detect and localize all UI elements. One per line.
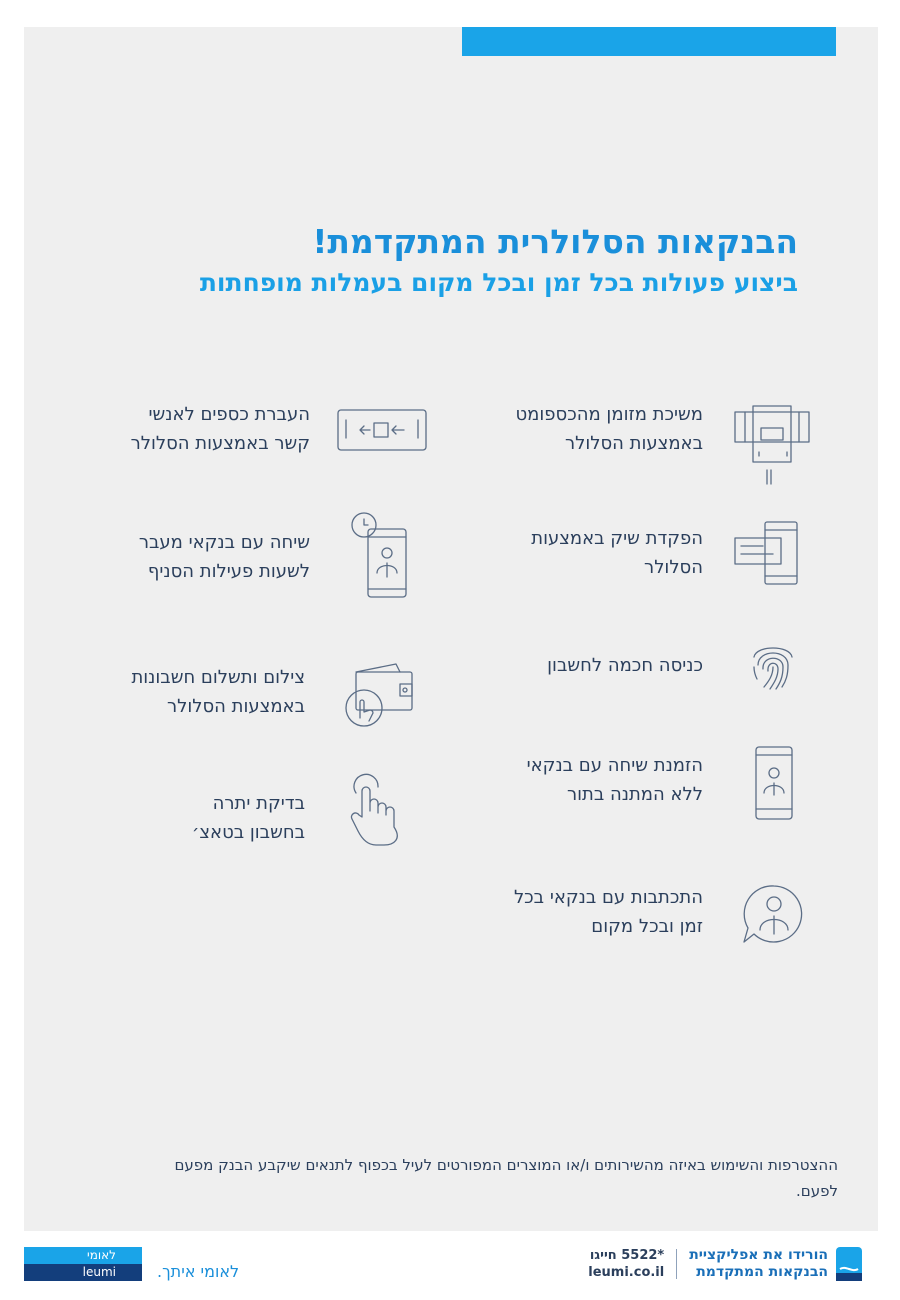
leumi-logo — [24, 1247, 142, 1281]
logo-english: leumi — [24, 1264, 142, 1281]
banker-call-clock-icon — [348, 511, 410, 599]
slogan: לאומי איתך. — [157, 1262, 240, 1281]
feature-bill-payment: צילום ותשלום חשבונות באמצעות הסלולר — [131, 667, 305, 717]
footer-cta-line2: הבנקאות המתקדמת — [696, 1264, 828, 1280]
page-title: הבנקאות הסלולרית המתקדמת! — [312, 222, 798, 261]
feature-banker-chat: התכתבות עם בנקאי בכל זמן ובכל מקום — [513, 887, 703, 937]
touch-hand-icon — [346, 773, 408, 847]
logo-hebrew: לאומי — [24, 1247, 142, 1264]
footer-app-cta — [588, 1246, 862, 1282]
feature-cash-withdrawal: משיכת מזומן מהכספומט באמצעות הסלולר — [515, 404, 703, 454]
footer-cta-line1: הורידו את אפליקציית — [689, 1247, 828, 1263]
feature-schedule-call: הזמנת שיחה עם בנקאי ללא המתנה בתור — [526, 755, 703, 805]
wallet-tap-icon — [344, 660, 416, 730]
footer-separator — [676, 1249, 677, 1279]
banker-chat-icon — [740, 882, 808, 946]
content-panel — [24, 27, 878, 1231]
feature-extended-hours-call: שיחה עם בנקאי מעבר לשעות פעילות הסניף — [138, 532, 310, 582]
footer-contact — [588, 1247, 664, 1281]
page-subtitle: ביצוע פעולות בכל זמן ובכל מקום בעמלות מופחתות — [199, 268, 798, 297]
footer-website[interactable]: leumi.co.il — [588, 1265, 665, 1280]
top-accent-bar — [462, 27, 836, 56]
fingerprint-icon — [748, 637, 798, 691]
banker-phone-icon — [754, 745, 794, 821]
footer-cta-text — [689, 1247, 828, 1281]
feature-balance-check: בדיקת יתרה בחשבון בטאצ׳ — [191, 793, 305, 843]
feature-money-transfer: העברת כספים לאנשי קשר באמצעות הסלולר — [130, 404, 310, 454]
feature-smart-login: כניסה חכמה לחשבון — [547, 655, 703, 676]
check-deposit-icon — [733, 520, 799, 586]
disclaimer-text: ההצטרפות והשימוש באיזה מהשירותים ו/או המוצרים המפורטים לעיל בכפוף לתנאים שיקבע הבנק מפעם לפעם. — [174, 1156, 838, 1200]
money-transfer-icon — [336, 408, 428, 452]
atm-phone-icon — [733, 404, 813, 490]
feature-check-deposit: הפקדת שיק באמצעות הסלולר — [531, 528, 703, 578]
footer-phone: *5522 חייגו — [589, 1248, 665, 1263]
leumi-app-icon — [836, 1247, 862, 1281]
